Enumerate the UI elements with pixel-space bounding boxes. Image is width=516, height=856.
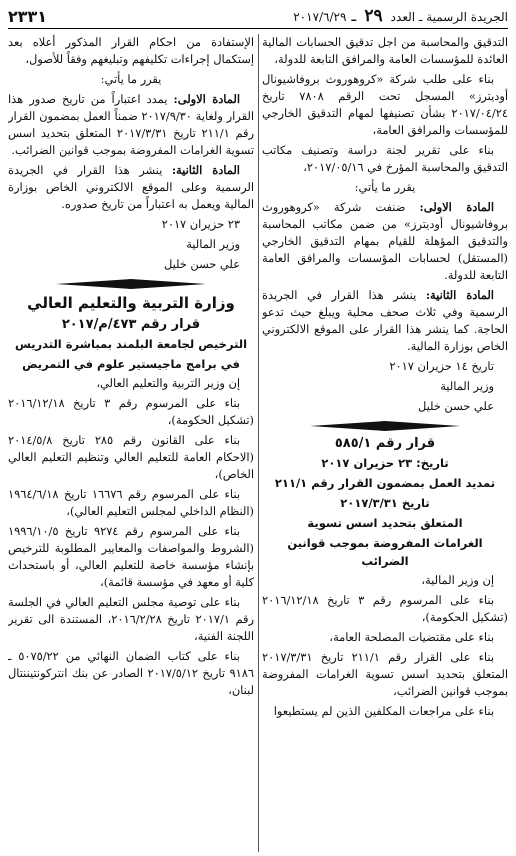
article-1	[262, 199, 508, 284]
section-separator	[8, 279, 254, 289]
ministry-title: وزارة التربية والتعليم العالي	[27, 294, 235, 312]
article-label: المادة الاولى:	[419, 200, 495, 214]
decision-subject: تاريخ ٢٠١٧/٣/٣١	[340, 496, 430, 510]
signer-name: علي حسن خليل	[163, 257, 240, 271]
article-label: المادة الثانية:	[425, 288, 494, 302]
decision-number: قرار رقم ٤٧٣/م/٢٠١٧	[61, 317, 201, 332]
decides-heading: يقرر ما يأتي:	[354, 180, 416, 194]
article-2	[262, 287, 508, 355]
decision-subject: الترخيص لجامعة البلمند بمباشرة التدريس	[14, 337, 248, 351]
header-publication: الجريدة الرسمية ـ العدد ٢٩ ـ ٢٠١٧/٦/٢٩	[293, 6, 508, 26]
signer-name: علي حسن خليل	[417, 399, 494, 413]
header-date: ٢٠١٧/٦/٢٩	[293, 10, 347, 24]
paragraph: التدقيق والمحاسبة من اجل تدقيق الحسابات المالية العائدة للمؤسسات العامة والمرافق التابعة للدولة،	[262, 35, 508, 66]
page-header	[8, 4, 508, 29]
left-column	[8, 34, 254, 852]
paragraph: الإستفادة من احكام القرار المذكور أعلاه بعد إستكمال إجراءات تكليفهم وتبليغهم وفقاً للأصول،	[8, 35, 254, 66]
article-1	[8, 91, 254, 159]
paragraph: بناء على طلب شركة «كروهوروث بروفاشيونال أوديترز» المسجل تحت الرقم ٧٨٠٨ تاريخ ٢٠١٧/٠٤/٢٤ بشأن تصنيفها لمهام التدقيق الخارجي للمؤسسات والمرافق العامة،	[262, 72, 508, 137]
article-label: المادة الثانية:	[171, 163, 240, 177]
decision-subject: الغرامات المفروضة بموجب قوانين الضرائب	[287, 536, 483, 568]
article-2	[8, 162, 254, 213]
decision-date: تاريخ: ٢٣ حزيران ٢٠١٧	[321, 456, 449, 470]
paragraph: بناء على المرسوم رقم ٣ تاريخ ٢٠١٦/١٢/١٨ (تشكيل الحكومة)،	[262, 593, 508, 624]
paragraph: بناء على المرسوم رقم ٣ تاريخ ٢٠١٦/١٢/١٨ (تشكيل الحكومة)،	[8, 396, 254, 427]
article-text: ينشر هذا القرار في الجريدة الرسمية وفي ثلاث صحف محلية ويبلغ حيث تدعو الحاجة. كما ينشر هذا القرار على الموقع الالكتروني الخاص بوزارة المالية.	[262, 288, 508, 353]
paragraph: بناء على المرسوم رقم ٩٢٧٤ تاريخ ١٩٩٦/١٠/٥ (الشروط والمواصفات والمعايير المطلوبة للترخيص بإنشاء مؤسسة خاصة للتعليم العالي، أو باستحداث كلية أو معهد في مؤسسة قائمة)،	[8, 524, 254, 589]
right-column	[262, 34, 508, 852]
decision-number: قرار رقم ٥٨٥/١	[334, 436, 436, 451]
header-title: الجريدة الرسمية ـ العدد	[390, 10, 508, 24]
decision-subject: المتعلق بتحديد اسس تسوية	[307, 516, 463, 530]
paragraph: بناء على القرار رقم ٢١١/١ تاريخ ٢٠١٧/٣/٣١ المتعلق بتحديد اسس تسوية الغرامات المفروضة بموجب قوانين الضرائب،	[262, 650, 508, 698]
paragraph: بناء على المرسوم رقم ١٦٦٧٦ تاريخ ١٩٦٤/٦/١٨ (النظام الداخلي لمجلس التعليم العالي)،	[8, 487, 254, 518]
paragraph: بناء على تقرير لجنة دراسة وتصنيف مكاتب التدقيق والمحاسبة المؤرخ في ٢٠١٧/٠٥/١٦،	[262, 143, 508, 174]
signer-title: وزير المالية	[440, 379, 494, 393]
paragraph: بناء على القانون رقم ٢٨٥ تاريخ ٢٠١٤/٥/٨ (الاحكام العامة للتعليم العالي وتنظيم التعليم العالي الخاص)،	[8, 433, 254, 481]
paragraph: إن وزير المالية،	[421, 573, 494, 587]
signer-title: وزير المالية	[186, 237, 240, 251]
decides-heading: يقرر ما يأتي:	[100, 72, 162, 86]
decision-subject: تمديد العمل بمضمون القرار رقم ٢١١/١	[274, 476, 496, 490]
paragraph: بناء على مراجعات المكلفين الذين لم يستطيعوا	[273, 704, 494, 718]
header-issue: ٢٩	[364, 6, 383, 26]
article-label: المادة الاولى:	[173, 92, 241, 106]
page-number: ٢٣٣١	[8, 6, 48, 26]
paragraph: بناء على توصية مجلس التعليم العالي في الجلسة رقم ٢٠١٧/١ تاريخ ٢٠١٦/٢/٢٨، المستندة الى تقرير اللجنة الفنية،	[8, 595, 254, 643]
section-separator	[262, 421, 508, 431]
paragraph: بناء على كتاب الضمان النهائي من ٥٠٧٥/٢٢ ـ ٩١٨٦ تاريخ ٢٠١٧/٥/١٢ الصادر عن بنك انتركونتيننتال لبنان،	[8, 649, 254, 697]
column-divider	[258, 34, 259, 852]
paragraph: بناء على مقتضيات المصلحة العامة،	[329, 630, 494, 644]
article-text: ينشر هذا القرار في الجريدة الرسمية وعلى الموقع الالكتروني الخاص بوزارة المالية ويعمل به اعتباراً من تاريخ صدوره.	[8, 163, 254, 211]
paragraph: إن وزير التربية والتعليم العالي،	[96, 376, 240, 390]
date-line: ٢٣ حزيران ٢٠١٧	[161, 217, 240, 231]
article-text: يمدد اعتباراً من تاريخ صدور هذا القرار ولغاية ٢٠١٧/٩/٣٠ ضمناً العمل بمضمون القرار رقم ٢١١/١ تاريخ ٢٠١٧/٣/٣١ المتعلق بتحديد اسس تسوية الغرامات المفروضة بموجب قوانين الضرائب.	[8, 92, 254, 157]
article-text: ضنفت شركة «كروهوروث بروفاشيونال أوديترز» من ضمن مكاتب المحاسبة والتدقيق المؤهلة للقيام بمهام التدقيق الخارجي (المستقل) لحسابات المؤسسات والمرافق العامة التابعة للدولة.	[262, 200, 508, 282]
decision-subject: في برامج ماجيستير علوم في التمريض	[22, 357, 240, 371]
date-line: تاريخ ١٤ حزيران ٢٠١٧	[389, 359, 494, 373]
